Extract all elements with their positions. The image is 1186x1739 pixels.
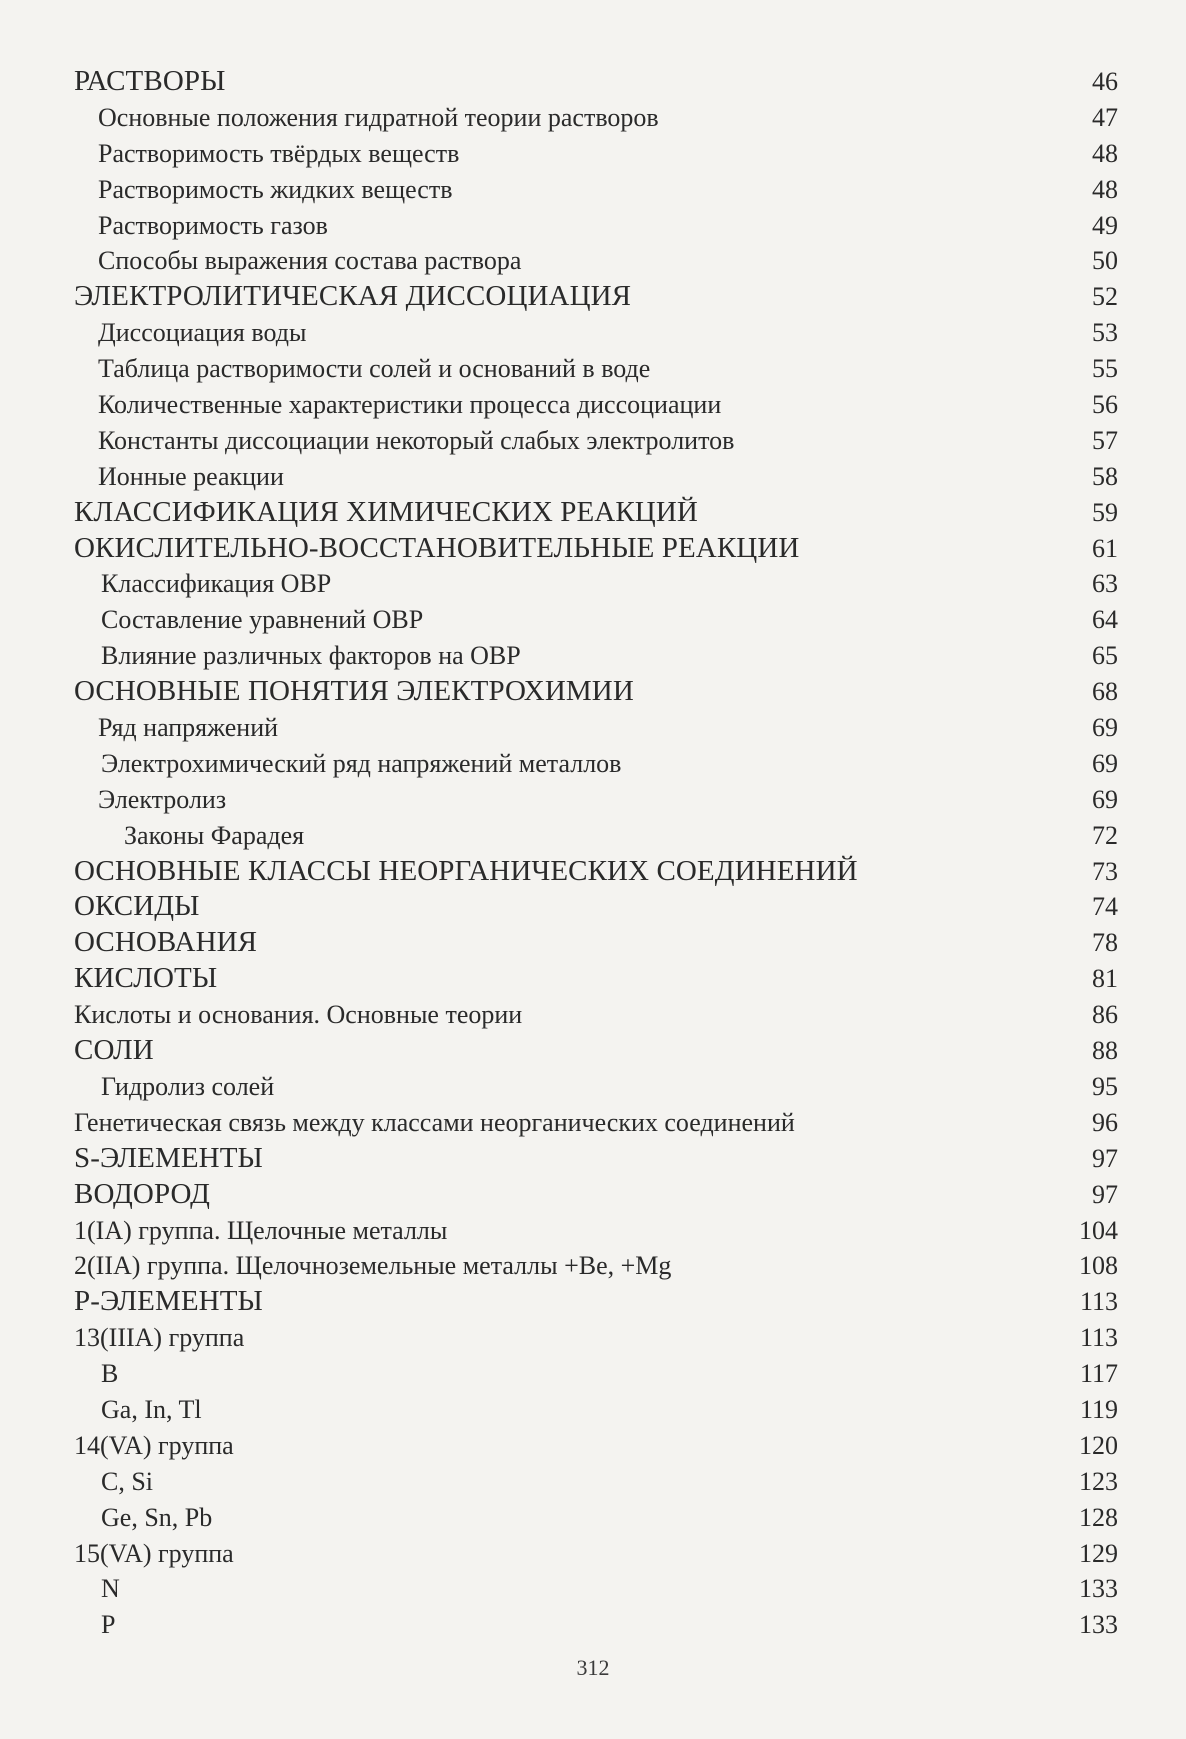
toc-entry-title: 13(IIIA) группа (74, 1323, 245, 1353)
toc-entry-page: 95 (1092, 1071, 1118, 1101)
toc-entry (74, 531, 1118, 567)
toc-entry-title: Диссоциация воды (98, 318, 307, 348)
toc-entry (74, 889, 1118, 925)
toc-entry-title: S-ЭЛЕМЕНТЫ (74, 1141, 263, 1174)
toc-entry-page: 58 (1092, 461, 1118, 491)
toc-entry (74, 1464, 1118, 1500)
toc-entry-title: РАСТВОРЫ (74, 65, 226, 97)
toc-entry-page: 133 (1079, 1574, 1118, 1604)
toc-entry-title: СОЛИ (74, 1034, 154, 1067)
toc-entry-page: 120 (1079, 1430, 1118, 1460)
toc-entry-page: 57 (1092, 425, 1118, 455)
toc-entry (74, 1069, 1118, 1105)
toc-entry (74, 674, 1118, 710)
toc-entry (74, 997, 1118, 1033)
toc-entry-page: 97 (1092, 1179, 1118, 1209)
toc-entry-title: Ряд напряжений (98, 713, 279, 743)
toc-entry-title: 14(VA) группа (74, 1430, 234, 1460)
toc-entry-page: 97 (1092, 1143, 1118, 1173)
toc-entry-page: 81 (1092, 964, 1118, 994)
toc-entry (74, 818, 1118, 854)
toc-entry (74, 854, 1118, 890)
toc-entry (74, 136, 1118, 172)
toc-entry-page: 56 (1092, 390, 1118, 420)
toc-entry-title: Классификация ОВР (101, 569, 332, 599)
toc-entry-title: Генетическая связь между классами неорганических соединений (74, 1107, 795, 1137)
toc-entry-title: Растворимость жидких веществ (98, 174, 453, 204)
toc-entry (74, 602, 1118, 638)
toc-entry-title: Влияние различных факторов на ОВР (101, 641, 521, 671)
toc-entry (74, 1356, 1118, 1392)
toc-entry-page: 113 (1079, 1323, 1118, 1353)
toc-entry-page: 69 (1092, 784, 1118, 814)
toc-entry (74, 172, 1118, 208)
toc-entry-page: 48 (1092, 174, 1118, 204)
table-of-contents (74, 64, 1118, 1643)
toc-entry (74, 1428, 1118, 1464)
toc-entry-title: Гидролиз солей (101, 1071, 275, 1101)
toc-entry-title: Р-ЭЛЕМЕНТЫ (74, 1285, 263, 1318)
toc-entry-page: 50 (1092, 246, 1118, 276)
page-number: 312 (576, 1655, 610, 1680)
toc-entry-title: N (101, 1574, 120, 1604)
toc-entry-title: 2(IIA) группа. Щелочноземельные металлы +Be, +Mg (74, 1251, 672, 1281)
toc-entry-page: 48 (1092, 138, 1118, 168)
toc-entry-page: 59 (1092, 497, 1118, 527)
toc-entry-page: 133 (1079, 1610, 1118, 1640)
toc-entry (74, 638, 1118, 674)
toc-entry (74, 925, 1118, 961)
toc-entry-title: Кислоты и основания. Основные теории (74, 1000, 523, 1030)
toc-entry-title: Ga, In, Tl (101, 1394, 202, 1424)
toc-entry-page: 69 (1092, 713, 1118, 743)
toc-entry (74, 1500, 1118, 1536)
toc-entry (74, 387, 1118, 423)
toc-entry-title: Количественные характеристики процесса диссоциации (98, 390, 722, 420)
toc-entry-title: P (101, 1610, 116, 1640)
toc-entry-title: 15(VA) группа (74, 1538, 234, 1568)
toc-entry-page: 128 (1079, 1502, 1118, 1532)
toc-entry-title: Константы диссоциации некоторый слабых электролитов (98, 425, 735, 455)
toc-entry-page: 53 (1092, 318, 1118, 348)
toc-entry-page: 74 (1092, 892, 1118, 922)
toc-entry (74, 1213, 1118, 1249)
toc-entry-title: ОСНОВНЫЕ ПОНЯТИЯ ЭЛЕКТРОХИМИИ (74, 675, 634, 708)
toc-entry-title: ЭЛЕКТРОЛИТИЧЕСКАЯ ДИССОЦИАЦИЯ (74, 280, 632, 313)
toc-entry (74, 64, 1118, 100)
toc-entry-page: 86 (1092, 1000, 1118, 1030)
toc-entry-title: Растворимость газов (98, 210, 328, 240)
toc-entry (74, 279, 1118, 315)
toc-entry (74, 1607, 1118, 1643)
toc-entry-title: Ионные реакции (98, 461, 284, 491)
toc-entry (74, 1177, 1118, 1213)
toc-entry-title: Законы Фарадея (124, 820, 305, 850)
toc-entry (74, 566, 1118, 602)
toc-entry (74, 746, 1118, 782)
toc-entry-page: 72 (1092, 820, 1118, 850)
toc-entry-page: 119 (1079, 1394, 1118, 1424)
toc-entry-title: ОКСИДЫ (74, 890, 200, 923)
toc-entry-page: 113 (1079, 1287, 1118, 1317)
toc-entry (74, 1536, 1118, 1572)
toc-entry-page: 108 (1079, 1251, 1118, 1281)
toc-entry (74, 1571, 1118, 1607)
toc-entry (74, 782, 1118, 818)
toc-entry-page: 78 (1092, 928, 1118, 958)
toc-entry-title: C, Si (101, 1466, 154, 1496)
toc-entry (74, 1105, 1118, 1141)
toc-entry-page: 117 (1079, 1359, 1118, 1389)
toc-entry-title: Ge, Sn, Pb (101, 1502, 213, 1532)
toc-entry (74, 459, 1118, 495)
toc-entry (74, 243, 1118, 279)
toc-entry-title: КЛАССИФИКАЦИЯ ХИМИЧЕСКИХ РЕАКЦИЙ (74, 495, 698, 528)
toc-entry-page: 104 (1079, 1215, 1118, 1245)
toc-entry-page: 123 (1079, 1466, 1118, 1496)
toc-entry-title: КИСЛОТЫ (74, 962, 218, 995)
toc-entry-page: 52 (1092, 282, 1118, 312)
toc-entry (74, 1033, 1118, 1069)
toc-entry (74, 100, 1118, 136)
toc-entry-page: 65 (1092, 641, 1118, 671)
toc-entry-page: 61 (1092, 533, 1118, 563)
toc-entry (74, 1320, 1118, 1356)
toc-entry (74, 1141, 1118, 1177)
toc-entry (74, 208, 1118, 244)
toc-entry-title: ВОДОРОД (74, 1177, 211, 1210)
toc-entry-page: 68 (1092, 677, 1118, 707)
toc-entry-title: Электрохимический ряд напряжений металлов (101, 748, 622, 778)
toc-entry-page: 63 (1092, 569, 1118, 599)
toc-entry (74, 423, 1118, 459)
toc-entry-title: B (101, 1359, 119, 1389)
toc-entry-title: Электролиз (98, 784, 227, 814)
toc-entry (74, 351, 1118, 387)
toc-entry-page: 46 (1092, 67, 1118, 96)
toc-entry-page: 49 (1092, 210, 1118, 240)
toc-entry (74, 315, 1118, 351)
toc-entry (74, 961, 1118, 997)
toc-entry-page: 129 (1079, 1538, 1118, 1568)
toc-entry-title: Составление уравнений ОВР (101, 605, 424, 635)
toc-entry (74, 710, 1118, 746)
toc-entry (74, 495, 1118, 531)
toc-entry-page: 69 (1092, 748, 1118, 778)
toc-entry-title: Способы выражения состава раствора (98, 246, 522, 276)
toc-entry (74, 1284, 1118, 1320)
toc-entry-title: 1(IA) группа. Щелочные металлы (74, 1215, 448, 1245)
toc-entry-page: 96 (1092, 1107, 1118, 1137)
toc-entry (74, 1248, 1118, 1284)
toc-entry-page: 73 (1092, 856, 1118, 886)
toc-entry-title: Таблица растворимости солей и оснований в воде (98, 354, 651, 384)
toc-entry-page: 64 (1092, 605, 1118, 635)
toc-entry-page: 88 (1092, 1036, 1118, 1066)
toc-entry-page: 55 (1092, 354, 1118, 384)
toc-entry-title: Основные положения гидратной теории растворов (98, 102, 659, 132)
toc-entry-page: 47 (1092, 102, 1118, 132)
toc-entry-title: ОСНОВАНИЯ (74, 926, 258, 959)
toc-entry-title: ОКИСЛИТЕЛЬНО-ВОССТАНОВИТЕЛЬНЫЕ РЕАКЦИИ (74, 531, 800, 564)
toc-entry-title: ОСНОВНЫЕ КЛАССЫ НЕОРГАНИЧЕСКИХ СОЕДИНЕНИЙ (74, 854, 858, 887)
toc-entry-title: Растворимость твёрдых веществ (98, 138, 460, 168)
toc-entry (74, 1392, 1118, 1428)
